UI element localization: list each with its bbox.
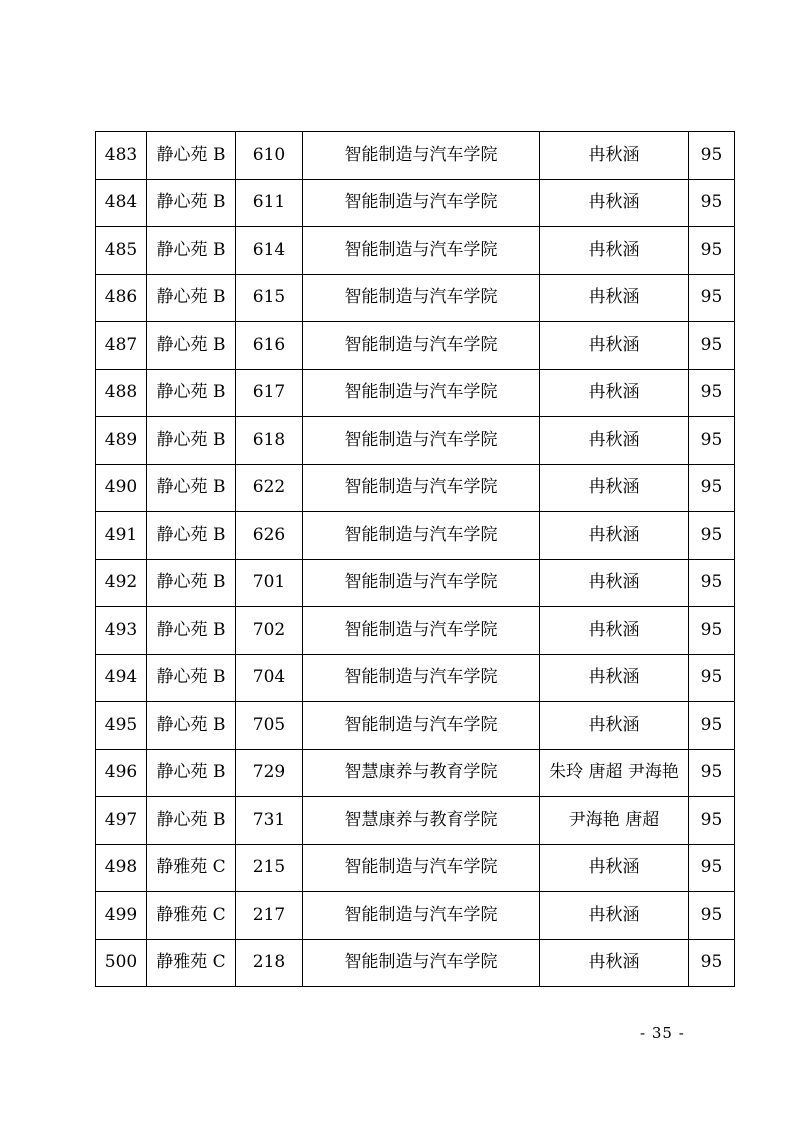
cell-college: 智能制造与汽车学院 bbox=[303, 892, 540, 940]
table-row bbox=[96, 797, 735, 845]
cell-score: 95 bbox=[689, 179, 735, 227]
cell-college: 智能制造与汽车学院 bbox=[303, 844, 540, 892]
cell-college: 智慧康养与教育学院 bbox=[303, 749, 540, 797]
cell-score: 95 bbox=[689, 844, 735, 892]
table-row bbox=[96, 274, 735, 322]
cell-building: 静雅苑 C bbox=[147, 939, 236, 987]
cell-people bbox=[540, 512, 689, 560]
cell-people bbox=[540, 179, 689, 227]
people-text: 冉秋涵 bbox=[588, 477, 640, 498]
table-row bbox=[96, 702, 735, 750]
cell-no: 496 bbox=[96, 749, 147, 797]
cell-people bbox=[540, 654, 689, 702]
cell-score: 95 bbox=[689, 607, 735, 655]
cell-building: 静心苑 B bbox=[147, 274, 236, 322]
cell-no: 487 bbox=[96, 322, 147, 370]
cell-score: 95 bbox=[689, 512, 735, 560]
table-row bbox=[96, 227, 735, 275]
cell-no: 497 bbox=[96, 797, 147, 845]
cell-score: 95 bbox=[689, 654, 735, 702]
cell-people bbox=[540, 417, 689, 465]
cell-people bbox=[540, 702, 689, 750]
cell-college: 智能制造与汽车学院 bbox=[303, 369, 540, 417]
cell-building: 静心苑 B bbox=[147, 607, 236, 655]
people-text: 冉秋涵 bbox=[588, 524, 640, 545]
people-text: 冉秋涵 bbox=[588, 952, 640, 973]
cell-people bbox=[540, 797, 689, 845]
table-row bbox=[96, 132, 735, 180]
cell-score: 95 bbox=[689, 274, 735, 322]
table-row bbox=[96, 654, 735, 702]
cell-room: 218 bbox=[236, 939, 303, 987]
cell-college: 智能制造与汽车学院 bbox=[303, 702, 540, 750]
cell-room: 616 bbox=[236, 322, 303, 370]
cell-room: 615 bbox=[236, 274, 303, 322]
people-text: 冉秋涵 bbox=[588, 239, 640, 260]
cell-no: 494 bbox=[96, 654, 147, 702]
cell-score: 95 bbox=[689, 227, 735, 275]
cell-college: 智能制造与汽车学院 bbox=[303, 322, 540, 370]
cell-no: 483 bbox=[96, 132, 147, 180]
people-text: 冉秋涵 bbox=[588, 192, 640, 213]
cell-no: 493 bbox=[96, 607, 147, 655]
cell-room: 614 bbox=[236, 227, 303, 275]
people-text: 冉秋涵 bbox=[588, 857, 640, 878]
people-text: 冉秋涵 bbox=[588, 619, 640, 640]
cell-college: 智能制造与汽车学院 bbox=[303, 227, 540, 275]
people-text: 冉秋涵 bbox=[588, 429, 640, 450]
people-text: 冉秋涵 bbox=[588, 144, 640, 165]
table-row bbox=[96, 892, 735, 940]
people-text: 冉秋涵 bbox=[588, 904, 640, 925]
cell-no: 495 bbox=[96, 702, 147, 750]
cell-building: 静心苑 B bbox=[147, 132, 236, 180]
cell-building: 静心苑 B bbox=[147, 512, 236, 560]
cell-building: 静心苑 B bbox=[147, 797, 236, 845]
table-row bbox=[96, 939, 735, 987]
table-row bbox=[96, 369, 735, 417]
people-text: 朱玲 唐超 尹海艳 bbox=[549, 762, 679, 783]
cell-no: 498 bbox=[96, 844, 147, 892]
cell-no: 492 bbox=[96, 559, 147, 607]
cell-people bbox=[540, 939, 689, 987]
cell-college: 智能制造与汽车学院 bbox=[303, 132, 540, 180]
cell-people bbox=[540, 892, 689, 940]
cell-college: 智能制造与汽车学院 bbox=[303, 464, 540, 512]
cell-no: 484 bbox=[96, 179, 147, 227]
cell-room: 217 bbox=[236, 892, 303, 940]
cell-building: 静心苑 B bbox=[147, 227, 236, 275]
cell-people bbox=[540, 227, 689, 275]
dorm-inspection-table bbox=[95, 131, 735, 987]
table-row bbox=[96, 417, 735, 465]
cell-room: 704 bbox=[236, 654, 303, 702]
cell-no: 489 bbox=[96, 417, 147, 465]
cell-score: 95 bbox=[689, 702, 735, 750]
cell-room: 701 bbox=[236, 559, 303, 607]
cell-no: 491 bbox=[96, 512, 147, 560]
page-number: - 35 - bbox=[640, 1024, 685, 1042]
table-row bbox=[96, 464, 735, 512]
cell-college: 智能制造与汽车学院 bbox=[303, 512, 540, 560]
cell-building: 静心苑 B bbox=[147, 369, 236, 417]
cell-building: 静心苑 B bbox=[147, 749, 236, 797]
cell-people bbox=[540, 274, 689, 322]
cell-score: 95 bbox=[689, 939, 735, 987]
table-row bbox=[96, 844, 735, 892]
cell-no: 485 bbox=[96, 227, 147, 275]
table-row bbox=[96, 512, 735, 560]
people-text: 冉秋涵 bbox=[588, 572, 640, 593]
cell-no: 486 bbox=[96, 274, 147, 322]
cell-no: 490 bbox=[96, 464, 147, 512]
cell-score: 95 bbox=[689, 369, 735, 417]
cell-no: 499 bbox=[96, 892, 147, 940]
table-row bbox=[96, 559, 735, 607]
table-body bbox=[96, 132, 735, 987]
cell-no: 500 bbox=[96, 939, 147, 987]
people-text: 冉秋涵 bbox=[588, 667, 640, 688]
cell-college: 智能制造与汽车学院 bbox=[303, 179, 540, 227]
cell-building: 静心苑 B bbox=[147, 702, 236, 750]
cell-room: 618 bbox=[236, 417, 303, 465]
cell-score: 95 bbox=[689, 464, 735, 512]
cell-room: 611 bbox=[236, 179, 303, 227]
cell-college: 智能制造与汽车学院 bbox=[303, 559, 540, 607]
cell-people bbox=[540, 132, 689, 180]
cell-college: 智能制造与汽车学院 bbox=[303, 939, 540, 987]
cell-room: 215 bbox=[236, 844, 303, 892]
cell-score: 95 bbox=[689, 417, 735, 465]
people-text: 冉秋涵 bbox=[588, 382, 640, 403]
table-row bbox=[96, 749, 735, 797]
cell-people bbox=[540, 369, 689, 417]
cell-college: 智能制造与汽车学院 bbox=[303, 274, 540, 322]
cell-score: 95 bbox=[689, 749, 735, 797]
cell-building: 静心苑 B bbox=[147, 179, 236, 227]
cell-building: 静心苑 B bbox=[147, 464, 236, 512]
cell-people bbox=[540, 322, 689, 370]
cell-college: 智能制造与汽车学院 bbox=[303, 607, 540, 655]
cell-room: 731 bbox=[236, 797, 303, 845]
cell-building: 静心苑 B bbox=[147, 559, 236, 607]
table-row bbox=[96, 179, 735, 227]
cell-room: 729 bbox=[236, 749, 303, 797]
cell-people bbox=[540, 559, 689, 607]
cell-no: 488 bbox=[96, 369, 147, 417]
cell-college: 智能制造与汽车学院 bbox=[303, 654, 540, 702]
people-text: 冉秋涵 bbox=[588, 714, 640, 735]
people-text: 冉秋涵 bbox=[588, 287, 640, 308]
cell-room: 622 bbox=[236, 464, 303, 512]
cell-college: 智能制造与汽车学院 bbox=[303, 417, 540, 465]
cell-score: 95 bbox=[689, 559, 735, 607]
cell-score: 95 bbox=[689, 797, 735, 845]
table-row bbox=[96, 322, 735, 370]
cell-score: 95 bbox=[689, 322, 735, 370]
cell-people bbox=[540, 464, 689, 512]
cell-people bbox=[540, 844, 689, 892]
table-row bbox=[96, 607, 735, 655]
people-text: 冉秋涵 bbox=[588, 334, 640, 355]
cell-room: 617 bbox=[236, 369, 303, 417]
cell-building: 静心苑 B bbox=[147, 417, 236, 465]
cell-room: 626 bbox=[236, 512, 303, 560]
people-text: 尹海艳 唐超 bbox=[568, 809, 660, 830]
cell-building: 静雅苑 C bbox=[147, 892, 236, 940]
cell-building: 静心苑 B bbox=[147, 322, 236, 370]
cell-score: 95 bbox=[689, 132, 735, 180]
cell-people bbox=[540, 749, 689, 797]
cell-score: 95 bbox=[689, 892, 735, 940]
cell-room: 705 bbox=[236, 702, 303, 750]
cell-building: 静心苑 B bbox=[147, 654, 236, 702]
cell-room: 610 bbox=[236, 132, 303, 180]
cell-people bbox=[540, 607, 689, 655]
cell-college: 智慧康养与教育学院 bbox=[303, 797, 540, 845]
cell-room: 702 bbox=[236, 607, 303, 655]
cell-building: 静雅苑 C bbox=[147, 844, 236, 892]
